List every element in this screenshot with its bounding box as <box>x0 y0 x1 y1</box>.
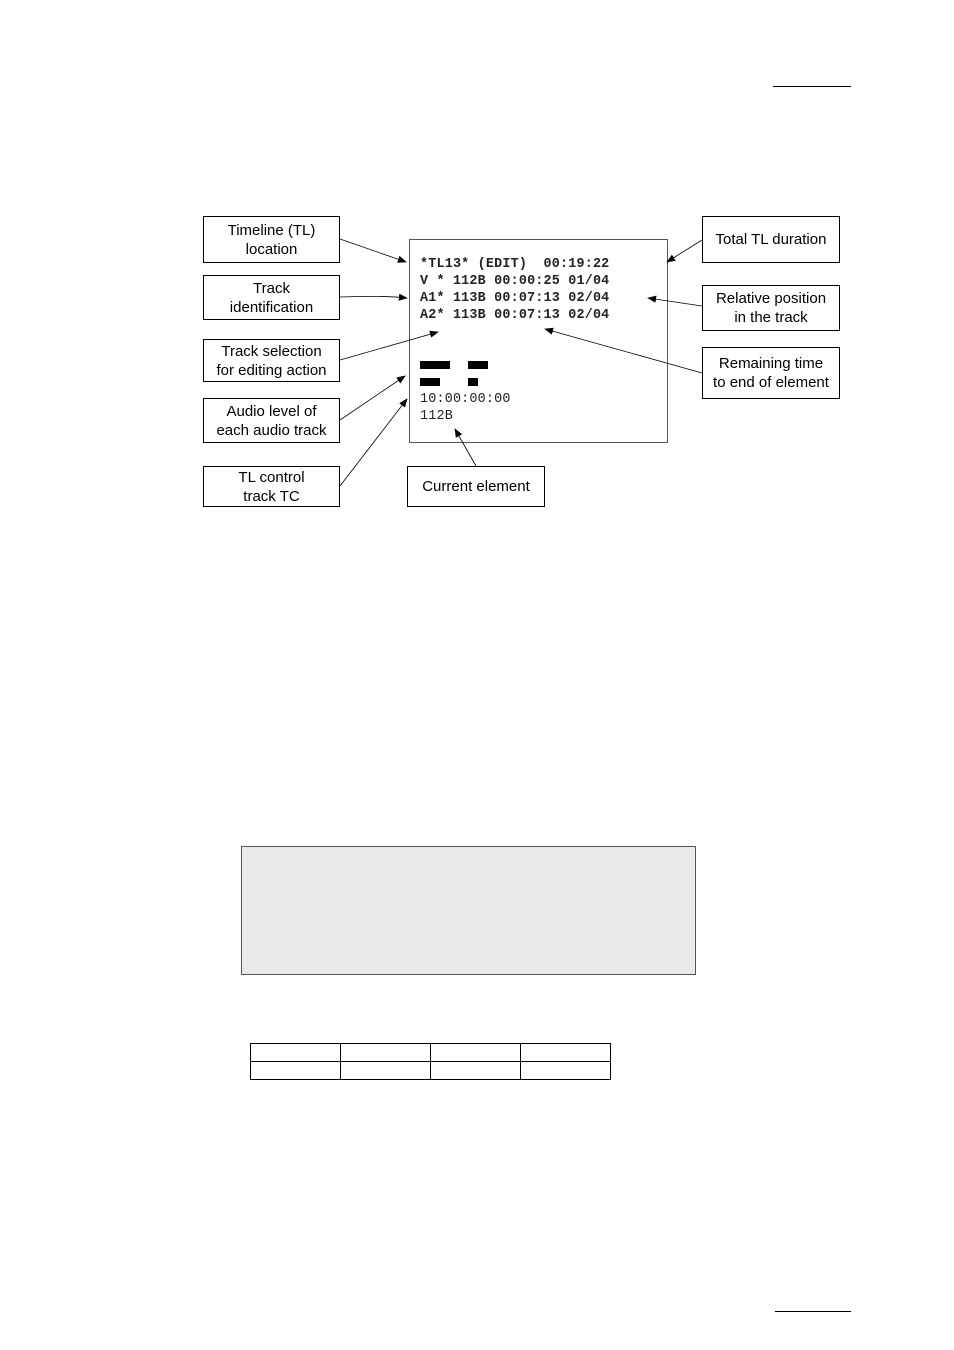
lcd-timecode: 10:00:00:00 <box>420 392 511 407</box>
table-row <box>251 1062 611 1080</box>
callout-text: Audio level of <box>226 402 317 420</box>
callout-audio-level <box>203 398 340 443</box>
table-cell <box>251 1044 341 1062</box>
lcd-display <box>409 239 668 443</box>
callout-text: Track selection <box>221 342 322 360</box>
empty-table <box>250 1043 611 1080</box>
callout-timeline-location <box>203 216 340 263</box>
callout-text: Remaining time <box>718 355 824 372</box>
table-cell <box>341 1044 431 1062</box>
arrow-tl-control <box>340 399 407 486</box>
callout-text: Track <box>253 279 290 297</box>
callout-text: Timeline (TL) <box>227 221 316 239</box>
audio-meter-a2-left <box>420 378 440 386</box>
note-box <box>241 846 696 975</box>
table-row <box>251 1044 611 1062</box>
callout-text: Total TL duration <box>715 231 827 248</box>
callout-current-element <box>407 466 545 507</box>
lcd-header-line: *TL13* (EDIT) 00:19:22 <box>420 257 610 272</box>
audio-meter-a2-right <box>468 378 478 386</box>
callout-text: in the track <box>734 309 808 326</box>
lcd-current-element: 112B <box>420 409 453 424</box>
table-cell <box>251 1062 341 1080</box>
table-cell <box>431 1062 521 1080</box>
audio-meter-a1-right <box>468 361 488 369</box>
callout-remaining-time <box>702 347 840 399</box>
lcd-track-a1: A1* 113B 00:07:13 02/04 <box>420 291 610 306</box>
lcd-track-a2: A2* 113B 00:07:13 02/04 <box>420 308 610 323</box>
callout-text: each audio track <box>216 421 327 439</box>
table-cell <box>341 1062 431 1080</box>
arrow-timeline-location <box>340 239 406 262</box>
arrow-track-identification <box>340 296 407 298</box>
callout-relative-position <box>702 285 840 331</box>
callout-total-duration <box>702 216 840 263</box>
header-rule <box>773 86 851 87</box>
lcd-track-video: V * 112B 00:00:25 01/04 <box>420 274 610 289</box>
callout-tl-control <box>203 466 340 507</box>
footer-rule <box>775 1311 851 1312</box>
arrow-total-duration <box>667 240 702 262</box>
callout-text: location <box>245 240 298 258</box>
callout-text: Relative position <box>715 290 827 307</box>
callout-text: for editing action <box>216 361 327 379</box>
callout-text: to end of element <box>713 374 829 391</box>
callout-text: TL control <box>238 468 305 486</box>
table-cell <box>521 1062 611 1080</box>
callout-text: track TC <box>243 487 300 505</box>
callout-track-selection <box>203 339 340 382</box>
callout-track-identification <box>203 275 340 320</box>
callout-text: identification <box>229 298 314 316</box>
table-cell <box>431 1044 521 1062</box>
arrow-audio-level <box>340 376 405 420</box>
audio-meter-a1-left <box>420 361 450 369</box>
table-cell <box>521 1044 611 1062</box>
callout-text: Current element <box>422 478 530 495</box>
